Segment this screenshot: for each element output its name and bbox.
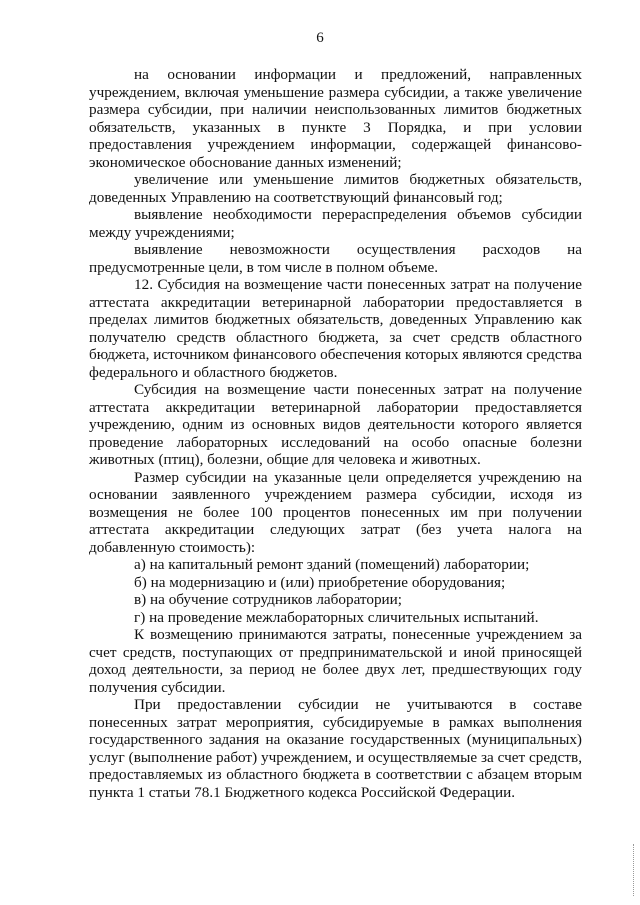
page-number: 6 [316, 30, 324, 46]
list-item-a: а) на капитальный ремонт зданий (помещений) лаборатории; [134, 556, 530, 573]
list-item-c: в) на обучение сотрудников лаборатории; [134, 591, 403, 608]
list-item-b: б) на модернизацию и (или) приобретение оборудования; [134, 573, 506, 591]
paragraph-impossibility: выявление невозможности осуществления расходов на предусмотренные цели, в том числе в полном объеме. [89, 241, 582, 276]
paragraph-limits-change: увеличение или уменьшение лимитов бюджетных обязательств, доведенных Управлению на соответствующий финансовый год; [89, 171, 582, 206]
paragraph-basis-proposals: на основании информации и предложений, направленных учреждением, включая уменьшение размера субсидии, а также увеличение размера субсидии, при наличии неиспользованных лимитов бюджетных обязательств, указанных в пункте 3 Порядка, и при условии предоставления учреждением информации, содержащей финансово-экономическое обоснование данных изменений; [89, 66, 582, 171]
paragraph-reimbursable-costs: К возмещению принимаются затраты, понесенные учреждением за счет средств, поступающих от предпринимательской и иной приносящей доход деятельности, за период не более двух лет, предшествующих году получения субсидии. [89, 626, 582, 696]
paragraph-redistribution: выявление необходимости перераспределения объемов субсидии между учреждениями; [89, 206, 582, 241]
paragraph-excluded-costs: При предоставлении субсидии не учитываются в составе понесенных затрат мероприятия, субсидируемые в рамках выполнения государственного задания на оказание государственных (муниципальных) услуг (выполнение работ) учреждением, и осуществляемые за счет средств, предоставляемых из областного бюджета в соответствии с абзацем вторым пункта 1 статьи 78.1 Бюджетного кодекса Российской Федерации. [89, 696, 582, 801]
scan-edge-mark [633, 844, 638, 896]
paragraph-item-12: 12. Субсидия на возмещение части понесенных затрат на получение аттестата аккредитации ветеринарной лаборатории предоставляется в пределах лимитов бюджетных обязательств, доведенных Управлению как получателю средств областного бюджета, за счет средств областного бюджета, источником финансового обеспечения которых являются средства федерального и областного бюджетов. [89, 276, 582, 381]
paragraph-subsidy-recipient: Субсидия на возмещение части понесенных затрат на получение аттестата аккредитации ветеринарной лаборатории предоставляется учреждению, одним из основных видов деятельности которого является проведение лабораторных исследований на особо опасные болезни животных (птиц), болезни, общие для человека и животных. [89, 381, 582, 468]
document-body [89, 66, 582, 801]
paragraph-subsidy-amount: Размер субсидии на указанные цели определяется учреждению на основании заявленного учреждением размера субсидии, исходя из возмещения не более 100 процентов понесенных им при получении аттестата аккредитации следующих затрат (без учета налога на добавленную стоимость): [89, 468, 582, 556]
list-item-d: г) на проведение межлабораторных сличительных испытаний. [134, 608, 539, 626]
